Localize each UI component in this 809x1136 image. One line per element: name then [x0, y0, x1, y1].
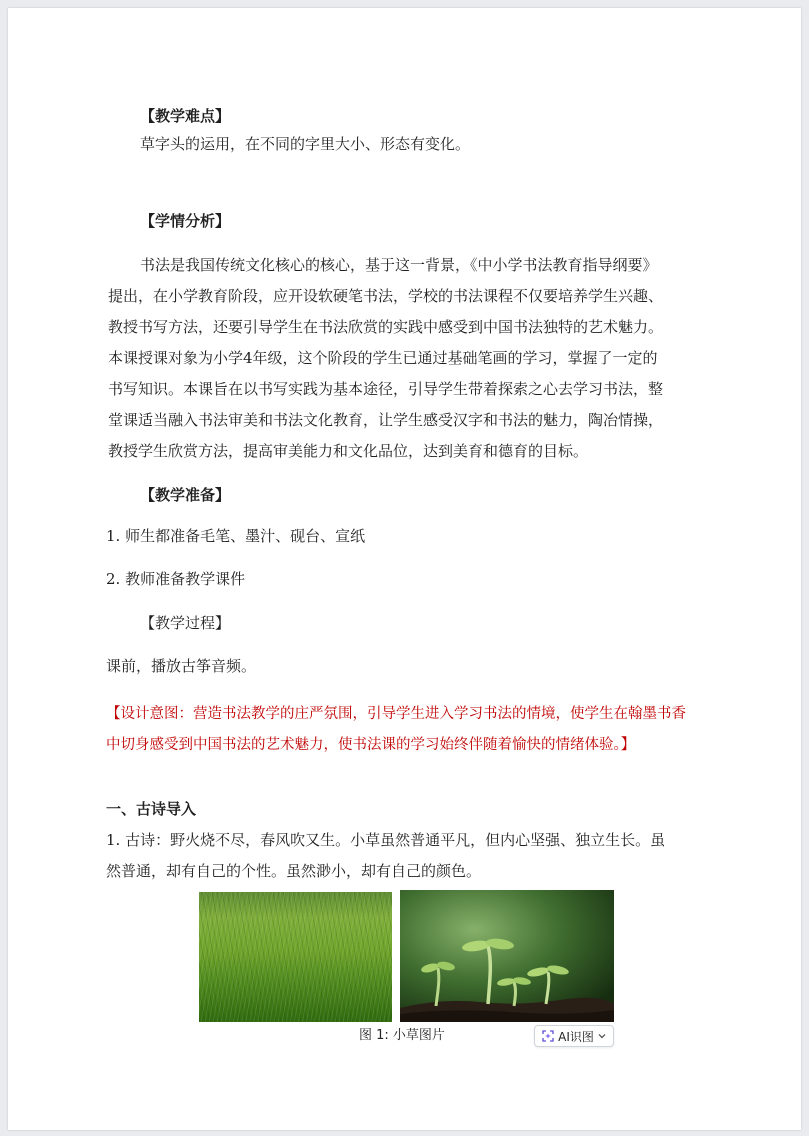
ai-recognize-button[interactable] [534, 1025, 614, 1047]
design-intent-line: 【设计意图：营造书法教学的庄严氛围，引导学生进入学习书法的情境，使学生在翰墨书香 [106, 706, 686, 722]
analysis-line: 提出，在小学教育阶段，应开设软硬笔书法，学校的书法课程不仅要培养学生兴趣、 [108, 287, 664, 305]
prep-item: 1. 师生都准备毛笔、墨汁、砚台、宣纸 [106, 527, 366, 545]
poem-line: 1. 古诗：野火烧不尽，春风吹又生。小草虽然普通平凡，但内心坚强、独立生长。虽 [106, 831, 666, 849]
analysis-line: 教授学生欣赏方法，提高审美能力和文化品位，达到美育和德育的目标。 [108, 442, 589, 460]
analysis-line: 书写知识。本课旨在以书写实践为基本途径，引导学生带着探索之心去学习书法，整 [108, 380, 664, 398]
prep-item: 2. 教师准备教学课件 [106, 570, 246, 588]
chevron-down-icon [598, 1032, 606, 1040]
analysis-line: 教授书写方法，还要引导学生在书法欣赏的实践中感受到中国书法独特的艺术魅力。 [108, 318, 664, 336]
sprouts-illustration [400, 890, 614, 1022]
design-intent-line: 中切身感受到中国书法的艺术魅力，使书法课的学习始终伴随着愉快的情绪体验。】 [106, 737, 636, 753]
pre-class-text: 课前，播放古筝音频。 [106, 657, 257, 675]
grass-photo [199, 892, 392, 1022]
sprouts-photo [400, 890, 614, 1022]
analysis-line: 本课授课对象为小学4年级，这个阶段的学生已通过基础笔画的学习，掌握了一定的 [108, 349, 658, 367]
heading-analysis: 【学情分析】 [140, 212, 231, 230]
ai-button-label: AI识图 [558, 1029, 594, 1044]
heading-difficulty: 【教学难点】 [140, 107, 231, 125]
heading-prep: 【教学准备】 [140, 486, 231, 504]
analysis-line: 堂课适当融入书法审美和书法文化教育，让学生感受汉字和书法的魅力，陶冶情操， [108, 411, 664, 429]
heading-process: 【教学过程】 [140, 614, 231, 632]
ai-scan-icon [542, 1030, 554, 1042]
document-page [8, 8, 801, 1130]
heading-part1: 一、古诗导入 [106, 800, 197, 818]
difficulty-text: 草字头的运用，在不同的字里大小、形态有变化。 [140, 135, 471, 153]
figure-caption: 图 1: 小草图片 [359, 1028, 445, 1043]
poem-line: 然普通，却有自己的个性。虽然渺小，却有自己的颜色。 [106, 862, 482, 880]
analysis-line: 书法是我国传统文化核心的核心，基于这一背景，《中小学书法教育指导纲要》 [140, 256, 658, 274]
